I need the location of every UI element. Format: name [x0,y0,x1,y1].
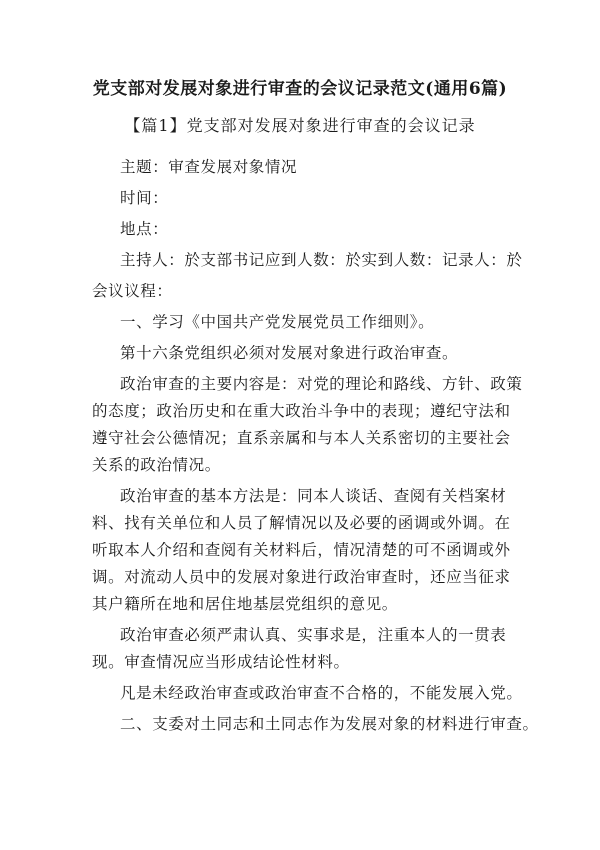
paragraph-review-requirement: 政治审查必须严肃认真、实事求是，注重本人的一贯表现。审查情况应当形成结论性材料。 [92,626,507,671]
paragraph-host: 主持人：於支部书记应到人数：於实到人数：记录人：於 [120,251,523,269]
paragraph-agenda-item-2: 二、支委对土同志和土同志作为发展对象的材料进行审查。 [120,715,539,733]
section-title: 【篇1】党支部对发展对象进行审查的会议记录 [124,116,476,135]
paragraph-review-content: 政治审查的主要内容是：对党的理论和路线、方针、政策的态度；政治历史和在重大政治斗争中的表现；遵纪守法和遵守社会公德情况；直系亲属和与本人关系密切的主要社会关系的政治情况。 [92,375,523,474]
paragraph-topic: 主题：审查发展对象情况 [120,158,298,176]
document-title: 党支部对发展对象进行审查的会议记录范文(通用6篇) [92,79,508,99]
document-body [92,154,539,742]
paragraph-place: 地点： [120,220,169,238]
paragraph-review-method: 政治审查的基本方法是：同本人谈话、查阅有关档案材料、找有关单位和人员了解情况以及必要的函调或外调。在听取本人介绍和查阅有关材料后，情况清楚的可不函调或外调。对流动人员中的发展对象进行政治审查时，还应当征求其户籍所在地和居住地基层党组织的意见。 [92,487,511,613]
paragraph-agenda: 会议议程： [92,282,173,300]
paragraph-review-rule: 凡是未经政治审查或政治审查不合格的，不能发展入党。 [120,684,523,702]
paragraph-article-16: 第十六条党组织必须对发展对象进行政治审查。 [120,344,459,362]
paragraph-agenda-item-1: 一、学习《中国共产党发展党员工作细则》。 [120,313,435,331]
paragraph-time: 时间： [120,189,169,207]
